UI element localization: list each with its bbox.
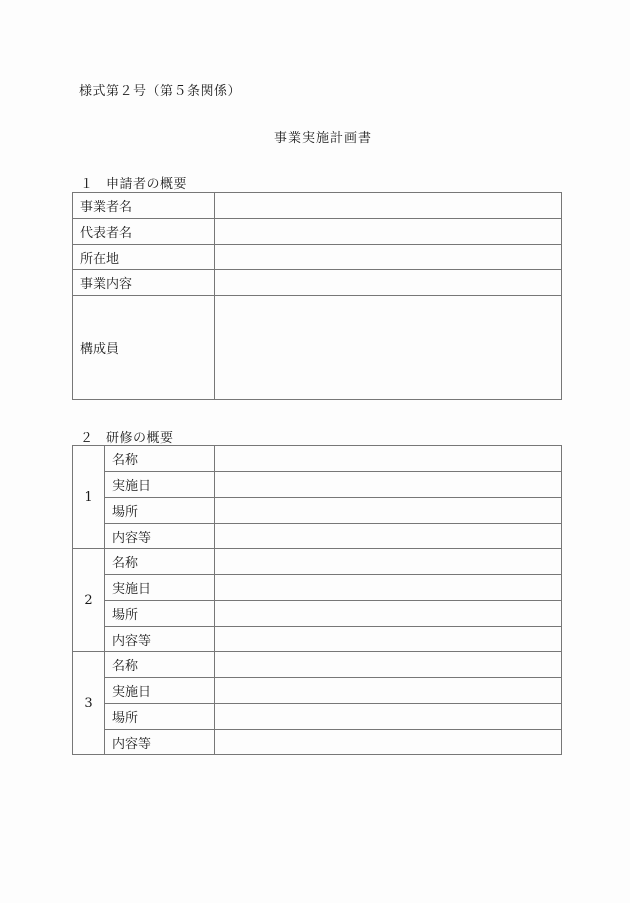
section1-heading xyxy=(80,173,187,192)
section1-number: １ xyxy=(80,177,94,192)
row-label: 名称 xyxy=(105,446,215,472)
business-name-field[interactable] xyxy=(215,193,562,219)
training-3-date-field[interactable] xyxy=(215,678,562,704)
training-1-place-field[interactable] xyxy=(215,498,562,524)
training-3-name-field[interactable] xyxy=(215,652,562,678)
training-2-name-field[interactable] xyxy=(215,549,562,575)
table-row xyxy=(73,245,562,270)
section2-title: 研修の概要 xyxy=(106,431,174,446)
document-title: 事業実施計画書 xyxy=(274,131,373,146)
training-2-date-field[interactable] xyxy=(215,575,562,601)
row-label: 内容等 xyxy=(105,524,215,549)
table-row xyxy=(73,575,562,601)
table-row xyxy=(73,678,562,704)
table-row xyxy=(73,270,562,296)
training-2-content-field[interactable] xyxy=(215,627,562,652)
applicant-table xyxy=(72,192,562,400)
table-row xyxy=(73,472,562,498)
row-label: 名称 xyxy=(105,549,215,575)
address-field[interactable] xyxy=(215,245,562,270)
row-label: 事業内容 xyxy=(73,270,215,296)
training-1-content-field[interactable] xyxy=(215,524,562,549)
table-row xyxy=(73,730,562,755)
form-number: 様式第２号（第５条関係） xyxy=(79,84,242,99)
table-row xyxy=(73,704,562,730)
row-label: 代表者名 xyxy=(73,219,215,245)
training-number: 2 xyxy=(73,549,105,652)
table-row xyxy=(73,446,562,472)
table-row xyxy=(73,627,562,652)
row-label: 実施日 xyxy=(105,472,215,498)
table-row xyxy=(73,296,562,400)
training-2-place-field[interactable] xyxy=(215,601,562,627)
row-label: 場所 xyxy=(105,704,215,730)
training-1-name-field[interactable] xyxy=(215,446,562,472)
table-row xyxy=(73,652,562,678)
row-label: 場所 xyxy=(105,498,215,524)
training-number: 3 xyxy=(73,652,105,755)
row-label: 事業者名 xyxy=(73,193,215,219)
section2-heading xyxy=(80,427,174,446)
members-field[interactable] xyxy=(215,296,562,400)
table-row xyxy=(73,549,562,575)
row-label: 内容等 xyxy=(105,627,215,652)
row-label: 内容等 xyxy=(105,730,215,755)
training-3-place-field[interactable] xyxy=(215,704,562,730)
table-row xyxy=(73,498,562,524)
business-content-field[interactable] xyxy=(215,270,562,296)
table-row xyxy=(73,219,562,245)
section1-title: 申請者の概要 xyxy=(106,177,188,192)
row-label: 場所 xyxy=(105,601,215,627)
table-row xyxy=(73,601,562,627)
table-row xyxy=(73,524,562,549)
row-label: 実施日 xyxy=(105,678,215,704)
training-1-date-field[interactable] xyxy=(215,472,562,498)
representative-name-field[interactable] xyxy=(215,219,562,245)
training-number: 1 xyxy=(73,446,105,549)
table-row xyxy=(73,193,562,219)
training-table xyxy=(72,445,562,755)
row-label: 実施日 xyxy=(105,575,215,601)
section2-number: ２ xyxy=(80,431,94,446)
row-label: 構成員 xyxy=(73,296,215,400)
training-3-content-field[interactable] xyxy=(215,730,562,755)
row-label: 名称 xyxy=(105,652,215,678)
row-label: 所在地 xyxy=(73,245,215,270)
